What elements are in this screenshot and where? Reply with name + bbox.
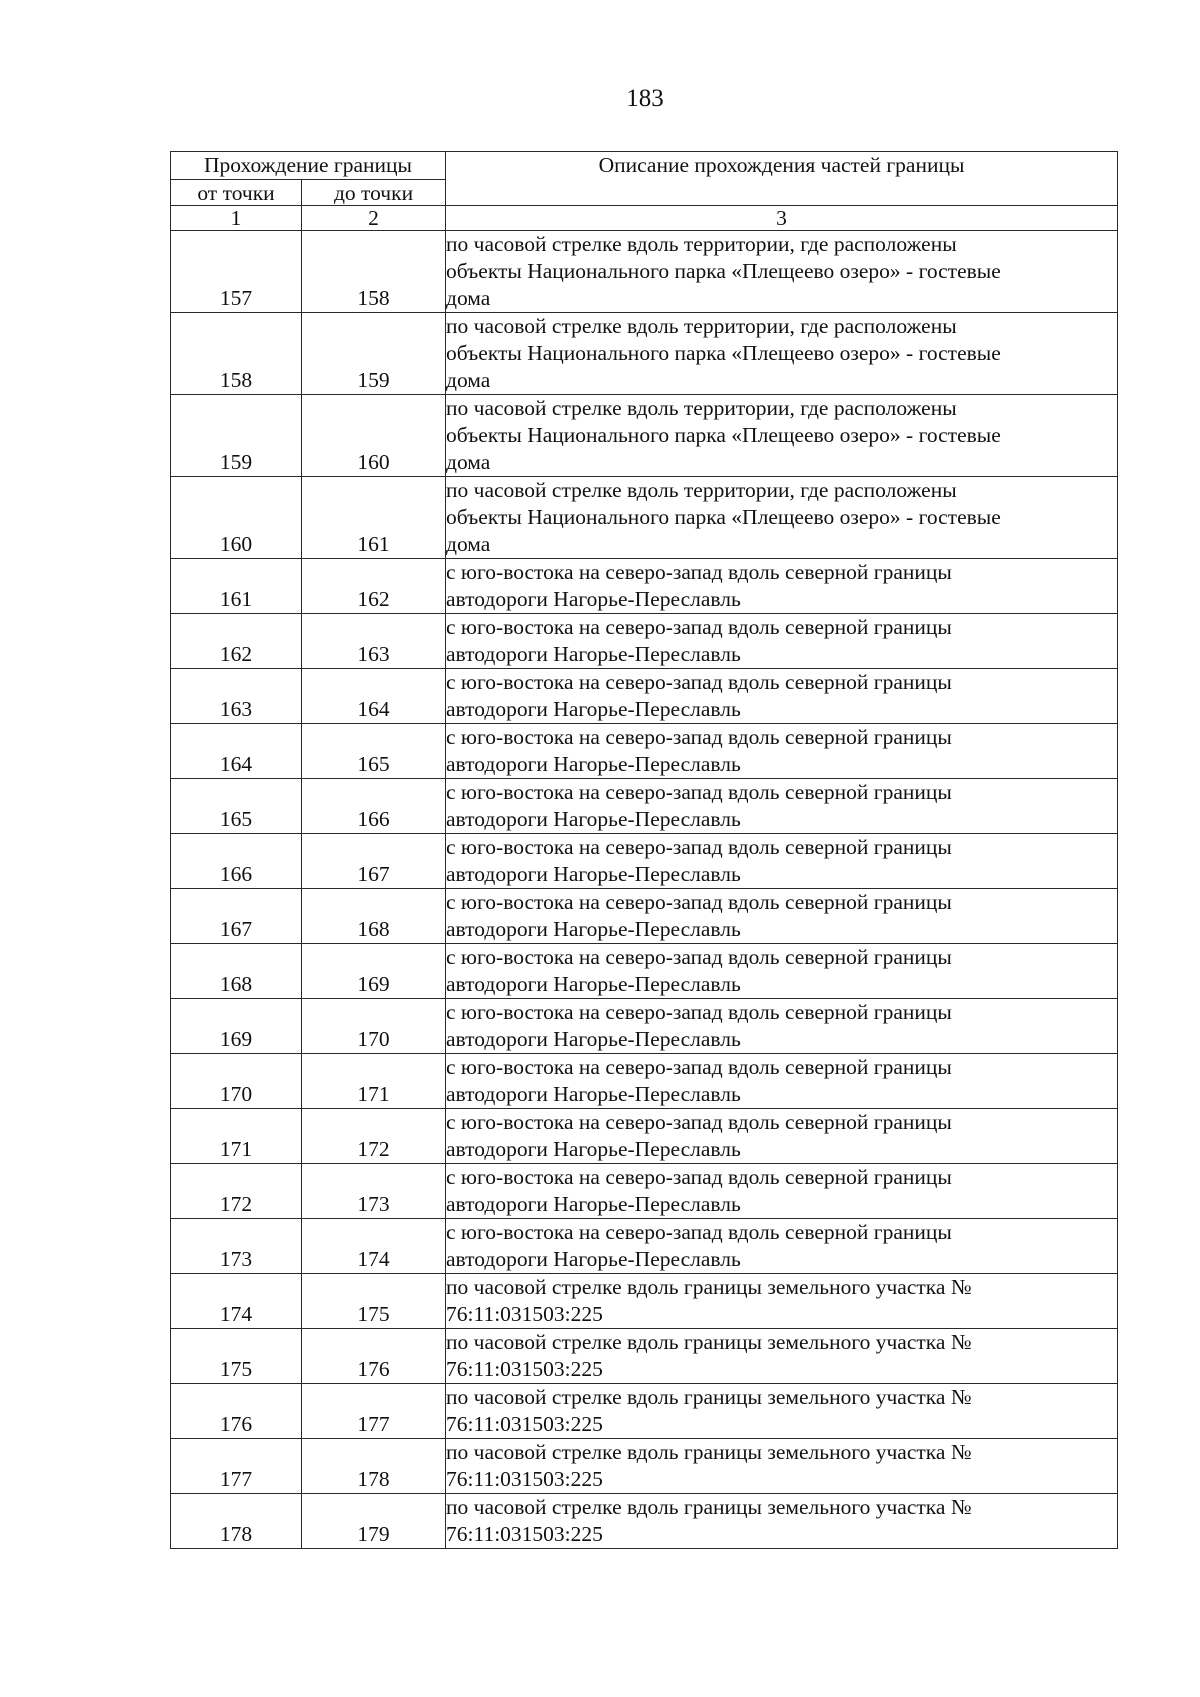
- from-point-cell: 158: [171, 313, 302, 395]
- table-row: [171, 614, 1118, 669]
- header-boundary-passage: Прохождение границы: [171, 152, 446, 180]
- header-column-number-1: 1: [171, 206, 302, 231]
- description-cell: [446, 834, 1118, 889]
- table-row: [171, 889, 1118, 944]
- description-line: по часовой стрелке вдоль территории, где расположены: [446, 478, 957, 502]
- table-body: [171, 231, 1118, 1549]
- table-row: [171, 1054, 1118, 1109]
- description-line: по часовой стрелке вдоль границы земельного участка №: [446, 1495, 972, 1519]
- description-cell: [446, 231, 1118, 313]
- description-line: с юго-востока на северо-запад вдоль северной границы: [446, 670, 952, 694]
- to-point-cell: 175: [302, 1274, 446, 1329]
- description-line: автодороги Нагорье-Переславль: [446, 972, 741, 996]
- description-cell: [446, 1054, 1118, 1109]
- description-cell: [446, 559, 1118, 614]
- from-point-cell: 161: [171, 559, 302, 614]
- to-point-cell: 174: [302, 1219, 446, 1274]
- description-cell: [446, 999, 1118, 1054]
- description-line: по часовой стрелке вдоль границы земельного участка №: [446, 1440, 972, 1464]
- header-to-point: до точки: [302, 180, 446, 206]
- description-line: 76:11:031503:225: [446, 1467, 603, 1491]
- from-point-cell: 178: [171, 1494, 302, 1549]
- description-cell: [446, 669, 1118, 724]
- description-cell: [446, 944, 1118, 999]
- to-point-cell: 163: [302, 614, 446, 669]
- table-row: [171, 559, 1118, 614]
- description-cell: [446, 1494, 1118, 1549]
- to-point-cell: 176: [302, 1329, 446, 1384]
- to-point-cell: 159: [302, 313, 446, 395]
- table-row: [171, 724, 1118, 779]
- from-point-cell: 175: [171, 1329, 302, 1384]
- table-row: [171, 1329, 1118, 1384]
- to-point-cell: 158: [302, 231, 446, 313]
- to-point-cell: 162: [302, 559, 446, 614]
- to-point-cell: 166: [302, 779, 446, 834]
- description-line: объекты Национального парка «Плещеево озеро» - гостевые: [446, 341, 1001, 365]
- table-row: [171, 1219, 1118, 1274]
- description-cell: [446, 724, 1118, 779]
- from-point-cell: 164: [171, 724, 302, 779]
- header-from-point: от точки: [171, 180, 302, 206]
- description-line: с юго-востока на северо-запад вдоль северной границы: [446, 1000, 952, 1024]
- description-line: с юго-востока на северо-запад вдоль северной границы: [446, 835, 952, 859]
- description-line: автодороги Нагорье-Переславль: [446, 587, 741, 611]
- table-row: [171, 1274, 1118, 1329]
- table-row: [171, 1439, 1118, 1494]
- table-row: [171, 1164, 1118, 1219]
- from-point-cell: 174: [171, 1274, 302, 1329]
- from-point-cell: 162: [171, 614, 302, 669]
- table-row: [171, 477, 1118, 559]
- description-line: автодороги Нагорье-Переславль: [446, 1027, 741, 1051]
- description-line: дома: [446, 368, 491, 392]
- header-row-group: [171, 152, 1118, 180]
- description-line: автодороги Нагорье-Переславль: [446, 697, 741, 721]
- table-row: [171, 1109, 1118, 1164]
- description-line: по часовой стрелке вдоль территории, где расположены: [446, 232, 957, 256]
- description-line: с юго-востока на северо-запад вдоль северной границы: [446, 560, 952, 584]
- description-cell: [446, 779, 1118, 834]
- from-point-cell: 163: [171, 669, 302, 724]
- table-row: [171, 395, 1118, 477]
- to-point-cell: 171: [302, 1054, 446, 1109]
- from-point-cell: 170: [171, 1054, 302, 1109]
- description-cell: [446, 614, 1118, 669]
- description-line: с юго-востока на северо-запад вдоль северной границы: [446, 1110, 952, 1134]
- to-point-cell: 167: [302, 834, 446, 889]
- description-cell: [446, 1164, 1118, 1219]
- description-cell: [446, 1109, 1118, 1164]
- description-line: автодороги Нагорье-Переславль: [446, 752, 741, 776]
- description-line: автодороги Нагорье-Переславль: [446, 1247, 741, 1271]
- from-point-cell: 160: [171, 477, 302, 559]
- table-row: [171, 231, 1118, 313]
- table-row: [171, 834, 1118, 889]
- description-line: по часовой стрелке вдоль границы земельного участка №: [446, 1275, 972, 1299]
- from-point-cell: 166: [171, 834, 302, 889]
- from-point-cell: 176: [171, 1384, 302, 1439]
- header-description: Описание прохождения частей границы: [446, 152, 1118, 206]
- description-line: объекты Национального парка «Плещеево озеро» - гостевые: [446, 259, 1001, 283]
- to-point-cell: 161: [302, 477, 446, 559]
- description-line: по часовой стрелке вдоль границы земельного участка №: [446, 1385, 972, 1409]
- description-line: автодороги Нагорье-Переславль: [446, 1137, 741, 1161]
- table-header: [171, 152, 1118, 231]
- description-line: 76:11:031503:225: [446, 1412, 603, 1436]
- header-column-number-3: 3: [446, 206, 1118, 231]
- description-cell: [446, 1329, 1118, 1384]
- table-row: [171, 779, 1118, 834]
- table-row: [171, 1494, 1118, 1549]
- from-point-cell: 169: [171, 999, 302, 1054]
- description-line: дома: [446, 532, 491, 556]
- description-cell: [446, 1274, 1118, 1329]
- to-point-cell: 172: [302, 1109, 446, 1164]
- description-line: с юго-востока на северо-запад вдоль северной границы: [446, 615, 952, 639]
- description-line: автодороги Нагорье-Переславль: [446, 807, 741, 831]
- from-point-cell: 172: [171, 1164, 302, 1219]
- description-line: 76:11:031503:225: [446, 1302, 603, 1326]
- description-line: автодороги Нагорье-Переславль: [446, 917, 741, 941]
- description-line: с юго-востока на северо-запад вдоль северной границы: [446, 1165, 952, 1189]
- to-point-cell: 179: [302, 1494, 446, 1549]
- description-line: 76:11:031503:225: [446, 1357, 603, 1381]
- from-point-cell: 168: [171, 944, 302, 999]
- description-line: с юго-востока на северо-запад вдоль северной границы: [446, 945, 952, 969]
- description-line: автодороги Нагорье-Переславль: [446, 862, 741, 886]
- description-line: автодороги Нагорье-Переславль: [446, 642, 741, 666]
- description-line: автодороги Нагорье-Переславль: [446, 1082, 741, 1106]
- description-line: автодороги Нагорье-Переславль: [446, 1192, 741, 1216]
- page-number: 183: [626, 85, 664, 112]
- to-point-cell: 178: [302, 1439, 446, 1494]
- description-line: 76:11:031503:225: [446, 1522, 603, 1546]
- table-row: [171, 944, 1118, 999]
- to-point-cell: 165: [302, 724, 446, 779]
- from-point-cell: 171: [171, 1109, 302, 1164]
- description-cell: [446, 1439, 1118, 1494]
- to-point-cell: 173: [302, 1164, 446, 1219]
- description-line: объекты Национального парка «Плещеево озеро» - гостевые: [446, 423, 1001, 447]
- description-cell: [446, 1384, 1118, 1439]
- from-point-cell: 165: [171, 779, 302, 834]
- description-cell: [446, 889, 1118, 944]
- to-point-cell: 177: [302, 1384, 446, 1439]
- boundary-table: [170, 151, 1118, 1549]
- table-row: [171, 669, 1118, 724]
- to-point-cell: 169: [302, 944, 446, 999]
- from-point-cell: 159: [171, 395, 302, 477]
- to-point-cell: 170: [302, 999, 446, 1054]
- to-point-cell: 168: [302, 889, 446, 944]
- description-line: по часовой стрелке вдоль территории, где расположены: [446, 314, 957, 338]
- table-row: [171, 1384, 1118, 1439]
- description-cell: [446, 477, 1118, 559]
- table-row: [171, 313, 1118, 395]
- header-column-number-2: 2: [302, 206, 446, 231]
- description-cell: [446, 313, 1118, 395]
- description-line: с юго-востока на северо-запад вдоль северной границы: [446, 725, 952, 749]
- description-cell: [446, 1219, 1118, 1274]
- table-row: [171, 999, 1118, 1054]
- description-line: с юго-востока на северо-запад вдоль северной границы: [446, 1220, 952, 1244]
- description-line: по часовой стрелке вдоль границы земельного участка №: [446, 1330, 972, 1354]
- description-line: по часовой стрелке вдоль территории, где расположены: [446, 396, 957, 420]
- description-line: с юго-востока на северо-запад вдоль северной границы: [446, 780, 952, 804]
- header-row-numbers: [171, 206, 1118, 231]
- description-cell: [446, 395, 1118, 477]
- description-line: с юго-востока на северо-запад вдоль северной границы: [446, 890, 952, 914]
- from-point-cell: 167: [171, 889, 302, 944]
- from-point-cell: 173: [171, 1219, 302, 1274]
- to-point-cell: 160: [302, 395, 446, 477]
- from-point-cell: 177: [171, 1439, 302, 1494]
- description-line: с юго-востока на северо-запад вдоль северной границы: [446, 1055, 952, 1079]
- description-line: дома: [446, 286, 491, 310]
- description-line: дома: [446, 450, 491, 474]
- description-line: объекты Национального парка «Плещеево озеро» - гостевые: [446, 505, 1001, 529]
- from-point-cell: 157: [171, 231, 302, 313]
- to-point-cell: 164: [302, 669, 446, 724]
